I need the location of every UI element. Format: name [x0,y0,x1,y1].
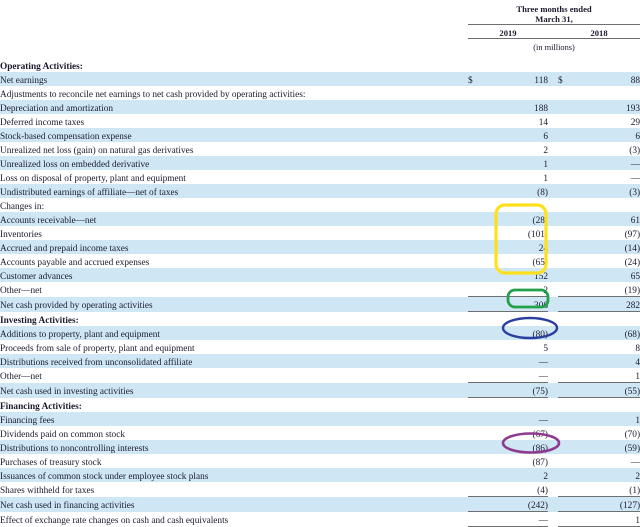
row-label: Stock-based compensation expense [0,128,468,142]
row-label: Financing Activities: [0,401,82,412]
currency-symbol-prior [558,468,576,482]
row-label: Inventories [0,229,42,240]
row-label: Adjustments to reconcile net earnings to net cash provided by operating activities: [0,89,306,100]
value-prior-year: 2 [576,468,640,482]
value-current-year: (28) [486,212,548,226]
value-current-year: (80) [486,326,548,340]
row-label: Deferred income taxes [0,117,85,128]
value-current-year [486,312,548,327]
column-gap [548,156,558,170]
period-header-line2: March 31, [535,14,573,24]
table-row [0,512,640,527]
table-row [0,312,640,327]
currency-symbol-prior [558,268,576,282]
currency-symbol-current [468,240,486,254]
value-current-year [486,86,548,100]
value-current-year: 6 [486,128,548,142]
currency-symbol-prior [558,100,576,114]
table-row [0,412,640,426]
column-gap [548,454,558,468]
year-header-current: 2019 [468,25,548,39]
value-current-year: (65) [532,257,548,268]
value-prior-year: — [630,457,640,468]
value-current-year: 5 [543,343,548,354]
currency-symbol-prior [558,198,576,212]
table-row [0,156,640,170]
table-row [0,297,640,312]
table-row [0,368,640,383]
currency-symbol-prior [558,170,576,184]
column-gap [548,254,558,268]
currency-symbol-current [468,512,486,527]
column-gap [548,412,558,426]
currency-symbol-current [468,454,486,468]
currency-symbol-prior [558,254,576,268]
currency-symbol-prior [558,412,576,426]
column-gap [548,212,558,226]
row-label: Investing Activities: [0,315,79,326]
value-prior-year: — [630,173,640,184]
row-label: Net cash provided by operating activities [0,297,468,312]
row-label: Purchases of treasury stock [0,457,102,468]
value-prior-year [576,86,640,100]
value-prior-year: 8 [635,343,640,354]
row-label: Issuances of common stock under employee stock plans [0,468,468,482]
row-label: Accounts receivable—net [0,212,468,226]
column-gap [548,198,558,212]
header-gap [548,25,558,39]
table-row [0,128,640,142]
table-row [0,497,640,512]
currency-symbol-current [468,100,486,114]
currency-symbol-current [468,468,486,482]
value-prior-year: 88 [576,72,640,86]
value-prior-year: (59) [576,440,640,454]
currency-symbol-prior [558,440,576,454]
value-prior-year: (24) [624,257,640,268]
table-row [0,72,640,86]
row-label: Other—net [0,286,42,297]
currency-symbol-current [468,412,486,426]
row-label: Other—net [0,372,42,383]
value-prior-year: 4 [576,354,640,368]
value-current-year: 2 [486,468,548,482]
column-gap [548,282,558,297]
currency-symbol-prior [558,240,576,254]
column-gap [548,426,558,440]
column-gap [548,58,558,72]
currency-symbol-prior [558,482,576,497]
currency-symbol-prior [558,114,576,128]
table-row [0,114,640,128]
currency-symbol-prior [558,282,576,297]
currency-symbol-prior [558,58,576,72]
value-current-year: (67) [532,429,548,440]
table-row [0,440,640,454]
row-label: Operating Activities: [0,61,83,72]
table-row [0,383,640,398]
period-header-row [0,0,640,25]
row-label: Proceeds from sale of property, plant and equipment [0,343,195,354]
table-row [0,482,640,497]
row-label: Shares withheld for taxes [0,486,95,497]
currency-symbol-current [468,368,486,383]
units-header: (in millions) [533,42,575,52]
currency-symbol-current [468,482,486,497]
column-gap [548,383,558,398]
table-row [0,240,640,254]
value-current-year: 1 [486,156,548,170]
currency-symbol-current [468,198,486,212]
value-prior-year: (70) [624,429,640,440]
currency-symbol-prior: $ [558,72,576,86]
table-row [0,212,640,226]
value-current-year: 14 [538,117,548,128]
table-row [0,254,640,268]
header-spacer [0,39,468,53]
currency-symbol-current [468,282,486,297]
table-row [0,198,640,212]
value-prior-year: — [576,156,640,170]
value-current-year: (86) [486,440,548,454]
value-current-year [486,398,548,413]
value-current-year: 152 [486,268,548,282]
table-row [0,142,640,156]
column-gap [548,86,558,100]
column-gap [548,128,558,142]
table-row [0,58,640,72]
value-prior-year: (68) [576,326,640,340]
row-label: Financing fees [0,412,468,426]
currency-symbol-prior [558,297,576,312]
value-prior-year: (55) [576,383,640,398]
value-current-year: 2 [543,145,548,156]
table-row [0,454,640,468]
table-row [0,100,640,114]
value-current-year: 24 [486,240,548,254]
period-header-line1: Three months ended [516,4,592,14]
currency-symbol-current [468,440,486,454]
row-label: Loss on disposal of property, plant and equipment [0,173,186,184]
table-row [0,426,640,440]
row-label: Unrealized net loss (gain) on natural gas derivatives [0,145,194,156]
currency-symbol-current [468,184,486,198]
value-current-year: (8) [486,184,548,198]
value-prior-year [576,198,640,212]
currency-symbol-prior [558,454,576,468]
currency-symbol-prior [558,354,576,368]
currency-symbol-current [468,354,486,368]
column-gap [548,312,558,327]
value-current-year [486,58,548,72]
currency-symbol-prior [558,212,576,226]
row-label: Additions to property, plant and equipment [0,326,468,340]
table-row [0,468,640,482]
value-prior-year [576,58,640,72]
table-row [0,170,640,184]
currency-symbol-current [468,383,486,398]
currency-symbol-prior [558,128,576,142]
column-gap [548,398,558,413]
value-current-year: (75) [486,383,548,398]
value-prior-year: 29 [630,117,640,128]
value-prior-year: 65 [576,268,640,282]
currency-symbol-prior [558,426,576,440]
currency-symbol-prior [558,184,576,198]
row-label: Depreciation and amortization [0,100,468,114]
value-prior-year: 6 [576,128,640,142]
value-current-year: 188 [486,100,548,114]
value-prior-year: 61 [576,212,640,226]
value-current-year: — [486,512,548,527]
value-current-year: (101) [527,229,548,240]
value-current-year: (242) [486,497,548,512]
column-gap [548,184,558,198]
currency-symbol-prior [558,142,576,156]
value-current-year: (87) [532,457,548,468]
row-label: Unrealized loss on embedded derivative [0,156,468,170]
currency-symbol-current [468,226,486,240]
value-current-year: — [486,354,548,368]
value-prior-year: (1) [629,485,640,496]
currency-symbol-current [468,497,486,512]
value-prior-year: (127) [576,497,640,512]
row-label: Accounts payable and accrued expenses [0,257,150,268]
value-prior-year: 282 [576,297,640,312]
row-label: Changes in: [0,201,45,212]
currency-symbol-prior [558,156,576,170]
header-spacer [0,25,468,39]
column-gap [548,440,558,454]
currency-symbol-prior [558,326,576,340]
currency-symbol-current [468,86,486,100]
currency-symbol-current [468,268,486,282]
column-gap [548,297,558,312]
currency-symbol-current [468,212,486,226]
column-gap [548,468,558,482]
column-gap [548,482,558,497]
units-header-row [0,39,640,53]
row-label: Distributions received from unconsolidated affiliate [0,354,468,368]
currency-symbol-current [468,312,486,327]
table-row [0,86,640,100]
currency-symbol-prior [558,512,576,527]
currency-symbol-current [468,398,486,413]
currency-symbol-current [468,340,486,354]
currency-symbol-current [468,114,486,128]
header-spacer [0,0,468,25]
value-current-year: 2 [543,285,548,296]
value-current-year: (4) [537,485,548,496]
column-gap [548,497,558,512]
row-label: Accrued and prepaid income taxes [0,240,468,254]
row-label: Dividends paid on common stock [0,429,125,440]
currency-symbol-prior [558,226,576,240]
currency-symbol-prior [558,398,576,413]
value-prior-year: 193 [576,100,640,114]
currency-symbol-current [468,254,486,268]
currency-symbol-current [468,426,486,440]
table-row [0,326,640,340]
column-gap [548,512,558,527]
year-header-prior: 2018 [558,25,640,39]
currency-symbol-prior [558,497,576,512]
currency-symbol-prior [558,383,576,398]
currency-symbol-current [468,142,486,156]
value-current-year: — [486,412,548,426]
table-row [0,340,640,354]
column-gap [548,100,558,114]
value-prior-year: (14) [576,240,640,254]
row-label: Effect of exchange rate changes on cash and cash equivalents [0,516,229,527]
column-gap [548,170,558,184]
row-label: Undistributed earnings of affiliate—net of taxes [0,184,468,198]
table-row [0,268,640,282]
column-gap [548,142,558,156]
currency-symbol-prior [558,368,576,383]
currency-symbol-prior [558,340,576,354]
row-label: Customer advances [0,268,468,282]
value-prior-year: 1 [635,371,640,382]
column-gap [548,226,558,240]
value-current-year: 306 [486,297,548,312]
value-current-year [486,198,548,212]
value-prior-year: 1 [576,512,640,527]
value-prior-year [576,398,640,413]
currency-symbol-current [468,326,486,340]
currency-symbol-current [468,170,486,184]
row-label: Net cash used in financing activities [0,497,468,512]
value-prior-year: (19) [624,285,640,296]
row-label: Net earnings [0,72,468,86]
year-header-row [0,25,640,39]
value-prior-year: (3) [576,184,640,198]
value-prior-year: (97) [624,229,640,240]
currency-symbol-current [468,58,486,72]
currency-symbol-current [468,156,486,170]
value-current-year: 118 [486,72,548,86]
value-current-year: — [538,371,548,382]
currency-symbol-current [468,297,486,312]
column-gap [548,326,558,340]
value-prior-year: 1 [576,412,640,426]
table-row [0,226,640,240]
table-row [0,282,640,297]
column-gap [548,340,558,354]
table-row [0,184,640,198]
period-header [468,0,640,25]
column-gap [548,114,558,128]
value-prior-year: (3) [629,145,640,156]
currency-symbol-prior [558,86,576,100]
currency-symbol-current [468,128,486,142]
column-gap [548,368,558,383]
row-label: Net cash used in investing activities [0,383,468,398]
row-label: Distributions to noncontrolling interests [0,440,468,454]
currency-symbol-prior [558,312,576,327]
table-row [0,354,640,368]
column-gap [548,240,558,254]
column-gap [548,354,558,368]
column-gap [548,72,558,86]
value-current-year: 1 [543,173,548,184]
table-row [0,398,640,413]
currency-symbol-current: $ [468,72,486,86]
column-gap [548,268,558,282]
value-prior-year [576,312,640,327]
